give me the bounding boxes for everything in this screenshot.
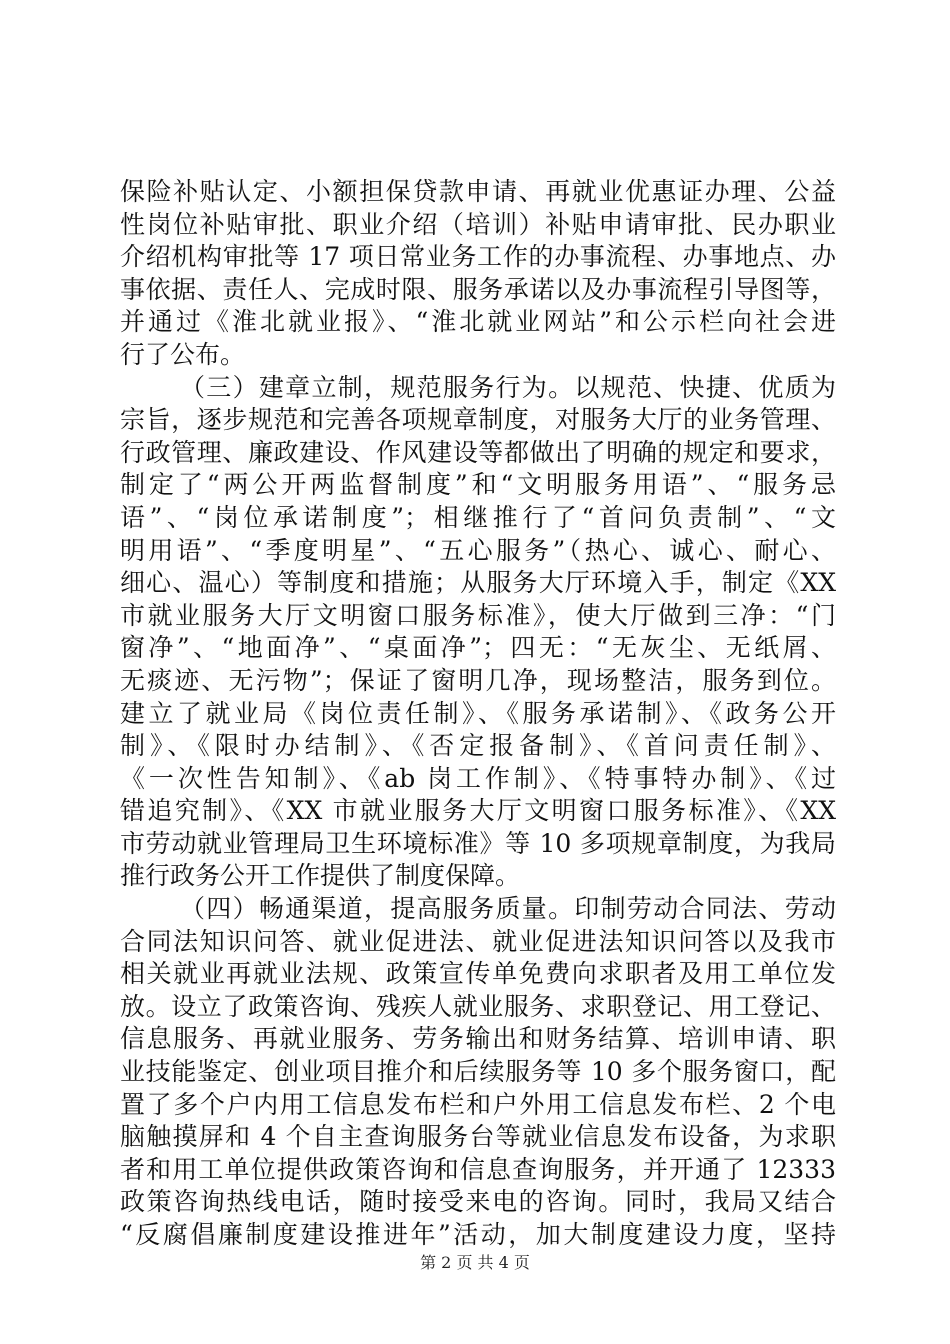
text-line: 保险补贴认定、小额担保贷款申请、再就业优惠证办理、公益 [120, 177, 836, 206]
text-line: 制定了“两公开两监督制度”和“文明服务用语”、“服务忌 [120, 470, 836, 500]
text-line: 建立了就业局《岗位责任制》、《服务承诺制》、《政务公开 [120, 698, 836, 728]
text-line: （三）建章立制，规范服务行为。以规范、快捷、优质为 [180, 372, 836, 402]
text-line: 政策咨询热线电话，随时接受来电的咨询。同时，我局又结合 [120, 1187, 836, 1217]
body-text [120, 176, 836, 1252]
text-line: 相关就业再就业法规、政策宣传单免费向求职者及用工单位发 [120, 959, 836, 989]
text-line: 信息服务、再就业服务、劳务输出和财务结算、培训申请、职 [120, 1024, 836, 1054]
text-line: 推行政务公开工作提供了制度保障。 [120, 861, 521, 891]
text-line: 性岗位补贴审批、职业介绍（培训）补贴申请审批、民办职业 [120, 209, 836, 239]
text-line: 明用语”、“季度明星”、“五心服务”（热心、诚心、耐心、 [120, 535, 836, 565]
text-line: 脑触摸屏和 4 个自主查询服务台等就业信息发布设备，为求职 [120, 1122, 836, 1152]
text-line: 放。设立了政策咨询、残疾人就业服务、求职登记、用工登记、 [120, 991, 836, 1021]
text-line: 错追究制》、《XX 市就业服务大厅文明窗口服务标准》、《XX [120, 796, 836, 826]
text-line: 窗净”、“地面净”、“桌面净”；四无：“无灰尘、无纸屑、 [120, 633, 836, 663]
text-line: 置了多个户内用工信息发布栏和户外用工信息发布栏、2 个电 [120, 1089, 836, 1119]
text-line: 细心、温心）等制度和措施；从服务大厅环境入手，制定《XX [120, 568, 836, 598]
text-line: （四）畅通渠道，提高服务质量。印制劳动合同法、劳动 [180, 894, 836, 924]
text-line: 并通过《淮北就业报》、“淮北就业网站”和公示栏向社会进 [120, 307, 836, 337]
text-line: 行政管理、廉政建设、作风建设等都做出了明确的规定和要求， [120, 437, 836, 467]
text-line: 宗旨，逐步规范和完善各项规章制度，对服务大厅的业务管理、 [120, 405, 836, 435]
text-line: 行了公布。 [120, 339, 246, 369]
text-line: 制》、《限时办结制》、《否定报备制》、《首问责任制》、 [120, 731, 836, 761]
text-line: 市就业服务大厅文明窗口服务标准》，使大厅做到三净：“门 [120, 600, 836, 630]
text-line: 《一次性告知制》、《ab 岗工作制》、《特事特办制》、《过 [120, 763, 836, 793]
text-line: 介绍机构审批等 17 项日常业务工作的办事流程、办事地点、办 [120, 242, 836, 272]
text-line: 市劳动就业管理局卫生环境标准》等 10 多项规章制度，为我局 [120, 828, 836, 858]
text-line: 业技能鉴定、创业项目推介和后续服务等 10 多个服务窗口，配 [120, 1057, 836, 1087]
page-footer: 第 2 页 共 4 页 [420, 1253, 530, 1272]
text-line: 者和用工单位提供政策咨询和信息查询服务，并开通了 12333 [120, 1154, 836, 1184]
text-line: “反腐倡廉制度建设推进年”活动，加大制度建设力度，坚持 [120, 1220, 836, 1249]
text-line: 无痰迹、无污物”；保证了窗明几净，现场整洁，服务到位。 [120, 665, 836, 695]
text-line: 语”、“岗位承诺制度”；相继推行了“首问负责制”、“文 [120, 502, 836, 532]
text-line: 合同法知识问答、就业促进法、就业促进法知识问答以及我市 [120, 926, 836, 956]
text-line: 事依据、责任人、完成时限、服务承诺以及办事流程引导图等， [120, 274, 836, 304]
